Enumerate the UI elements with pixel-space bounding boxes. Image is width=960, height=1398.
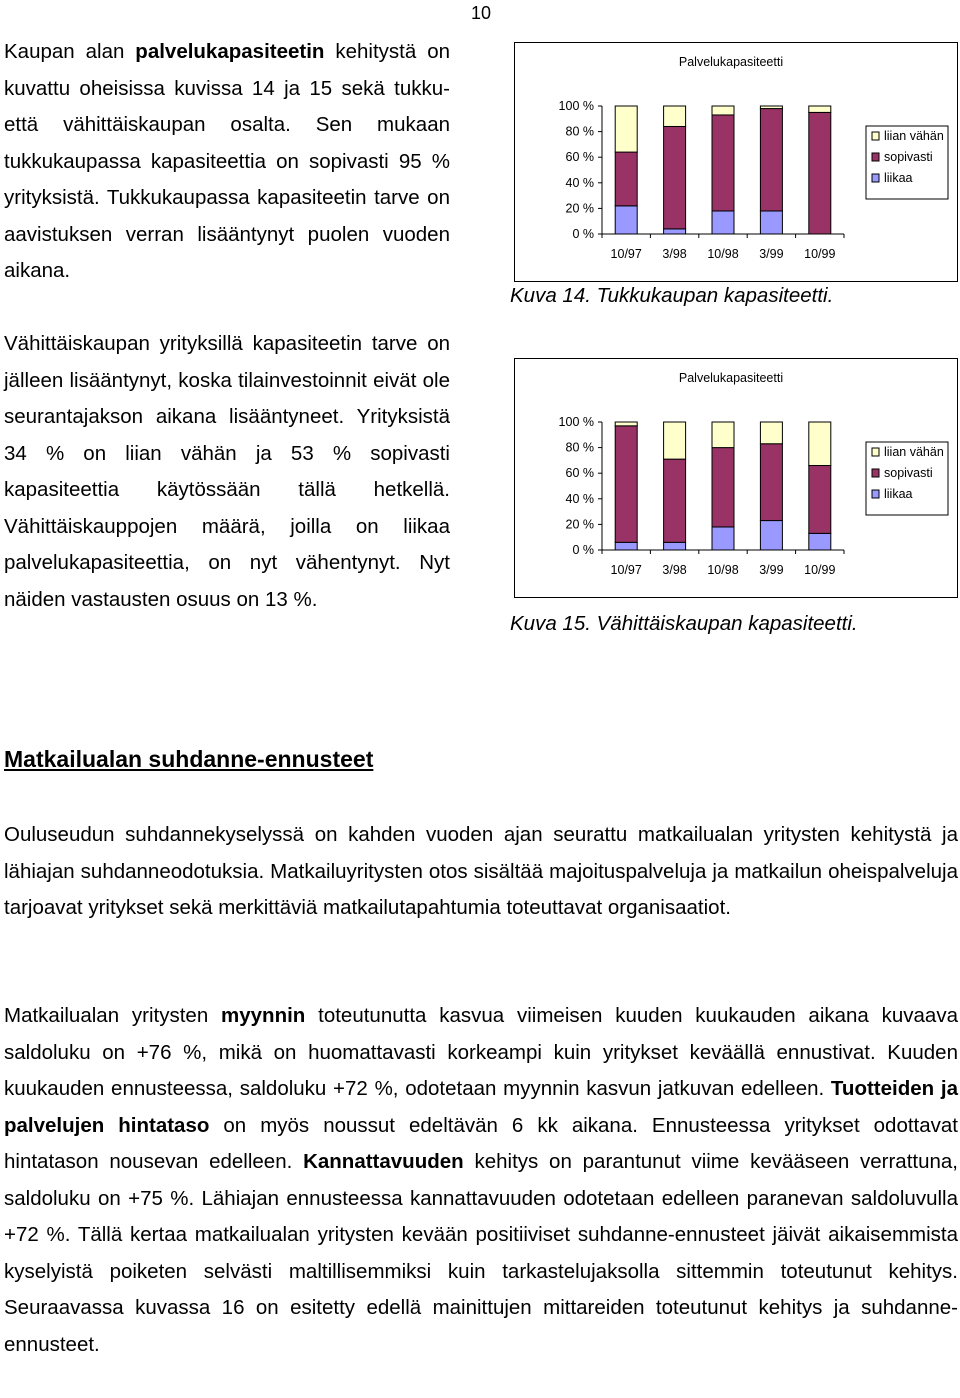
bar-segment [664, 106, 686, 126]
bar-segment [809, 422, 831, 466]
y-tick-label: 100 % [558, 415, 594, 429]
y-tick-label: 60 % [565, 466, 594, 481]
x-tick-label: 10/99 [804, 247, 836, 261]
intro-text-before: Kaupan alan [4, 40, 136, 63]
bar-segment [760, 422, 782, 444]
bar-segment [664, 542, 686, 550]
intro-bold-term: palvelukapasiteetin [135, 40, 325, 63]
bar-segment [664, 229, 686, 234]
legend-label: liikaa [884, 171, 913, 185]
y-tick-label: 80 % [565, 124, 594, 139]
x-tick-label: 3/99 [759, 247, 784, 261]
bar-segment [615, 426, 637, 542]
wholesale-capacity-chart [514, 42, 958, 282]
legend-label: sopivasti [884, 466, 933, 480]
bar-segment [712, 527, 734, 550]
bar-segment [809, 106, 831, 112]
retail-capacity-chart-svg [514, 358, 958, 598]
wholesale-capacity-chart-svg [514, 42, 958, 282]
bar-segment [809, 466, 831, 534]
sales-bold-sales: myynnin [221, 1004, 306, 1027]
bar-segment [712, 422, 734, 448]
y-tick-label: 0 % [572, 543, 594, 557]
y-tick-label: 20 % [565, 517, 594, 532]
bar-segment [664, 126, 686, 228]
chart-title: Palvelukapasiteetti [678, 55, 784, 69]
bar-segment [809, 112, 831, 234]
sales-text-4: kehitys on parantunut viime kevääseen verrattuna, saldoluku on +75 %. Lähiajan ennusteessa kannattavuuden odotetaan edelleen paranevan saldoluvulla +72 %. Tällä kertaa matkailualan yritysten kevään positiiviset suhdanne-ennusteet jäivät aikaisemmista kyselyistä poiketen selvästi maltillisemmiksi kuin tarkastelujaksolla sittemmin toteutunut kehitys. Seuraavassa kuvassa 16 on esitetty edellä mainittujen mittareiden toteutunut kehitys ja suhdanne-ennusteet. [4, 1150, 959, 1356]
page-number: 10 [470, 3, 492, 23]
legend-label: liian vähän [884, 129, 944, 143]
bar-segment [712, 448, 734, 527]
y-tick-label: 20 % [565, 201, 594, 216]
bar-segment [615, 542, 637, 550]
bar-segment [664, 422, 686, 459]
bar-segment [760, 211, 782, 234]
bar-segment [809, 533, 831, 550]
legend-label: sopivasti [884, 150, 933, 164]
y-tick-label: 40 % [565, 491, 594, 506]
bar-segment [760, 521, 782, 550]
legend-swatch [872, 174, 879, 182]
bar-segment [615, 206, 637, 234]
bar-segment [664, 459, 686, 542]
y-tick-label: 100 % [558, 99, 594, 113]
bar-segment [760, 106, 782, 109]
legend-swatch [872, 490, 879, 498]
sales-text-3: on myös noussut edeltävän 6 kk aikana. Ennusteessa yritykset odottavat hintatason nousevan edelleen. [4, 1113, 958, 1173]
sales-bold-profitability: Kannattavuuden [303, 1150, 464, 1173]
x-tick-label: 3/98 [662, 247, 687, 261]
y-tick-label: 0 % [572, 227, 594, 241]
retail-paragraph-text: Vähittäiskaupan yrityksillä kapasiteetin tarve on jälleen lisääntynyt, koska tilainvestoinnit eivät ole seurantajakson aikana lisääntyneet. Yrityksistä 34 % on liian vähän ja 53 % sopivasti kapasiteettia käytössään tällä hetkellä. Vähittäiskauppojen määrä, joilla on liikaa palvelukapasiteettia, on nyt vähentynyt. Nyt näiden vastausten osuus on 13 %. [4, 332, 450, 611]
x-tick-label: 10/97 [610, 247, 642, 261]
legend-swatch [872, 469, 879, 477]
sales-bold-price-level: Tuotteiden ja palvelujen hintataso [4, 1077, 958, 1137]
bar-segment [712, 106, 734, 115]
x-tick-label: 10/98 [707, 563, 739, 577]
intro-paragraph [4, 34, 450, 290]
x-tick-label: 10/97 [610, 563, 642, 577]
tourism-intro-text: Ouluseudun suhdannekyselyssä on kahden vuoden ajan seurattu matkailualan yritysten kehitystä ja lähiajan suhdanneodotuksia. Matkailuyritysten otos sisältää majoituspalveluja ja matkailun oheispalveluja tarjoavat yritykset sekä merkittäviä matkailutapahtumia toteuttavat organisaatiot. [4, 823, 958, 919]
bar-segment [760, 444, 782, 521]
legend-label: liikaa [884, 487, 913, 501]
x-tick-label: 3/98 [662, 563, 687, 577]
tourism-sales-paragraph [4, 998, 958, 1363]
sales-text-2: toteutunutta kasvua viimeisen kuuden kuukauden aikana kuvaava saldoluku on +76 %, mikä on huomattavasti korkeampi kuin yritykset keväällä ennustivat. Kuuden kuukauden ennusteessa, saldoluku +72 %, odotetaan myynnin kasvun jatkuvan edelleen. [4, 1004, 958, 1100]
x-tick-label: 10/98 [707, 247, 739, 261]
legend-swatch [872, 132, 879, 140]
bar-segment [712, 115, 734, 211]
intro-text-after: kehitystä on kuvattu oheisissa kuvissa 14 ja 15 sekä tukku- että vähittäiskaupan osalta. Sen mukaan tukkukaupassa kapasiteettia on sopivasti 95 % yrityksistä. Tukkukaupassa kapasiteetin tarve on aavistuksen verran lisääntynyt puolen vuoden aikana. [4, 40, 450, 282]
sales-text-1: Matkailualan yritysten [4, 1004, 222, 1027]
bar-segment [615, 422, 637, 426]
bar-segment [712, 211, 734, 234]
bar-segment [615, 152, 637, 206]
legend-label: liian vähän [884, 445, 944, 459]
x-tick-label: 3/99 [759, 563, 784, 577]
section-heading: Matkailualan suhdanne-ennusteet [4, 746, 374, 772]
retail-paragraph [4, 326, 450, 618]
chart-title: Palvelukapasiteetti [678, 371, 784, 385]
bar-segment [760, 109, 782, 211]
bar-segment [615, 106, 637, 152]
y-tick-label: 80 % [565, 440, 594, 455]
tourism-intro-paragraph [4, 817, 958, 927]
x-tick-label: 10/99 [804, 563, 836, 577]
y-tick-label: 40 % [565, 175, 594, 190]
figure-caption-14: Kuva 14. Tukkukaupan kapasiteetti. [510, 284, 834, 307]
retail-capacity-chart [514, 358, 958, 598]
legend-swatch [872, 448, 879, 456]
figure-caption-15: Kuva 15. Vähittäiskaupan kapasiteetti. [510, 612, 858, 635]
y-tick-label: 60 % [565, 150, 594, 165]
legend-swatch [872, 153, 879, 161]
